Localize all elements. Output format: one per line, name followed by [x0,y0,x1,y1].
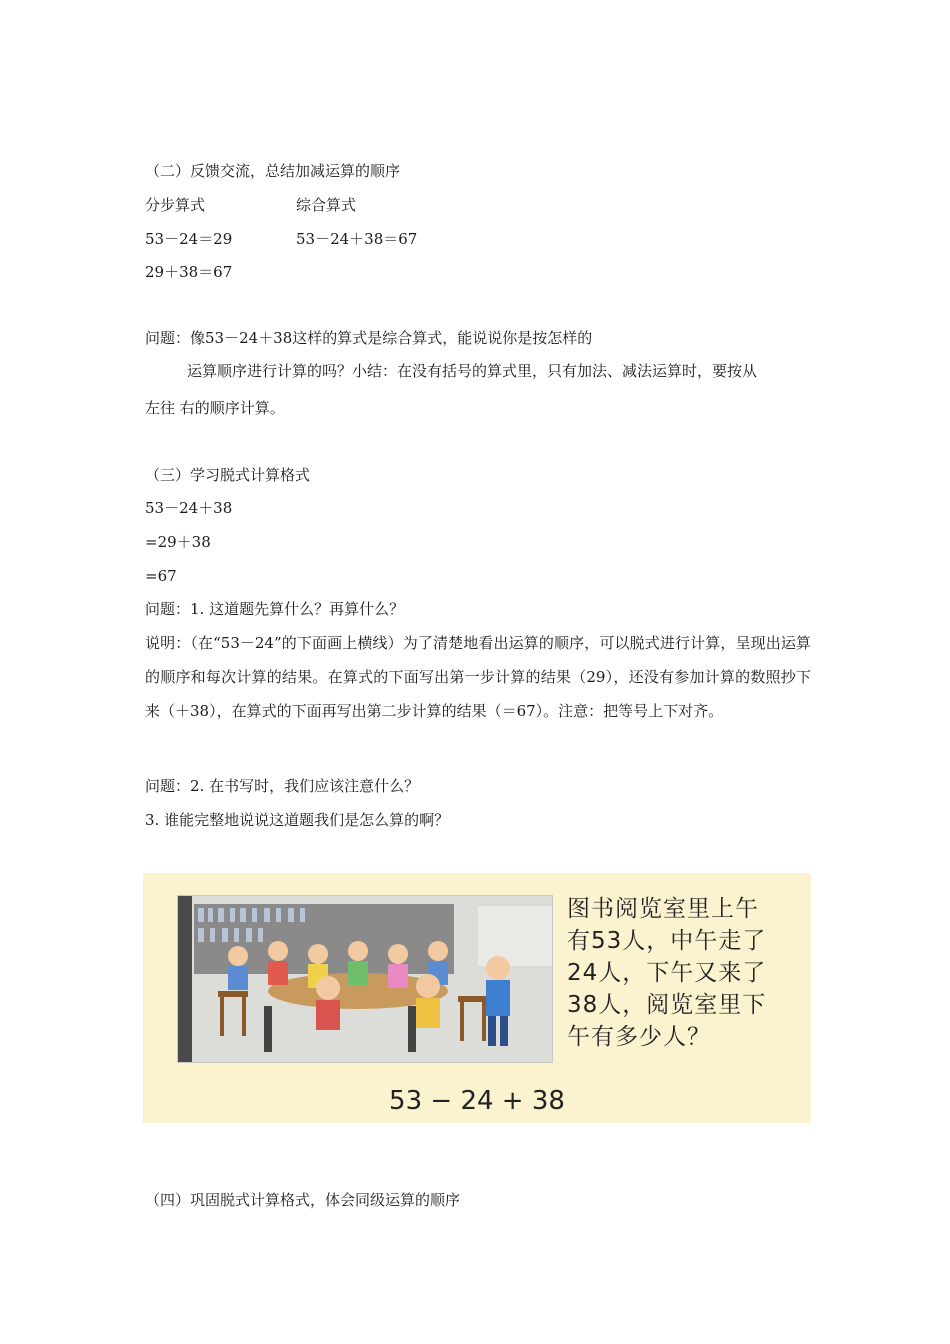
question-2: 问题：2. 在书写时，我们应该注意什么？ [145,777,420,795]
step-line1: 53－24＋38 [145,499,233,517]
problem-expression: 53 − 24 + 38 [389,1086,565,1116]
section2-heading: （二）反馈交流，总结加减运算的顺序 [145,162,401,180]
section3-heading: （三）学习脱式计算格式 [145,466,311,484]
question-1: 问题：1. 这道题先算什么？再算什么？ [145,600,405,618]
section4-heading: （四）巩固脱式计算格式，体会同级运算的顺序 [145,1191,461,1209]
col2-header: 综合算式 [296,196,357,214]
combined-expression: 53－24＋38＝67 [296,230,418,248]
step2-expression: 29＋38＝67 [145,263,233,281]
explanation-paragraph: 说明：（在“53－24”的下面画上横线）为了清楚地看出运算的顺序，可以脱式进行计算，呈现出运算的顺序和每次计算的结果。在算式的下面写出第一步计算的结果（29），还没有参加计算的数照抄下来（＋38），在算式的下面再写出第二步计算的结果（＝67）。注意：把等号上下对齐。 [145,634,811,720]
summary-line1: 运算顺序进行计算的吗？小结：在没有括号的算式里，只有加法、减法运算时，要按从 [187,362,758,380]
step1-expression: 53－24＝29 [145,230,233,248]
col1-header: 分步算式 [145,196,206,214]
textbook-illustration [143,873,811,1123]
step-line3: =67 [145,567,177,585]
reading-room-picture [177,895,553,1063]
question-3: 3. 谁能完整地说说这道题我们是怎么算的啊？ [145,811,450,829]
question-combined: 问题：像53－24＋38这样的算式是综合算式，能说说你是按怎样的 [145,329,593,347]
word-problem-text: 图书阅览室里上午 有53人，中午走了 24人，下午又来了 38人，阅览室里下 午有多少人？ [567,896,767,1050]
summary-line2: 左往 右的顺序计算。 [145,399,285,417]
step-line2: =29＋38 [145,533,211,551]
